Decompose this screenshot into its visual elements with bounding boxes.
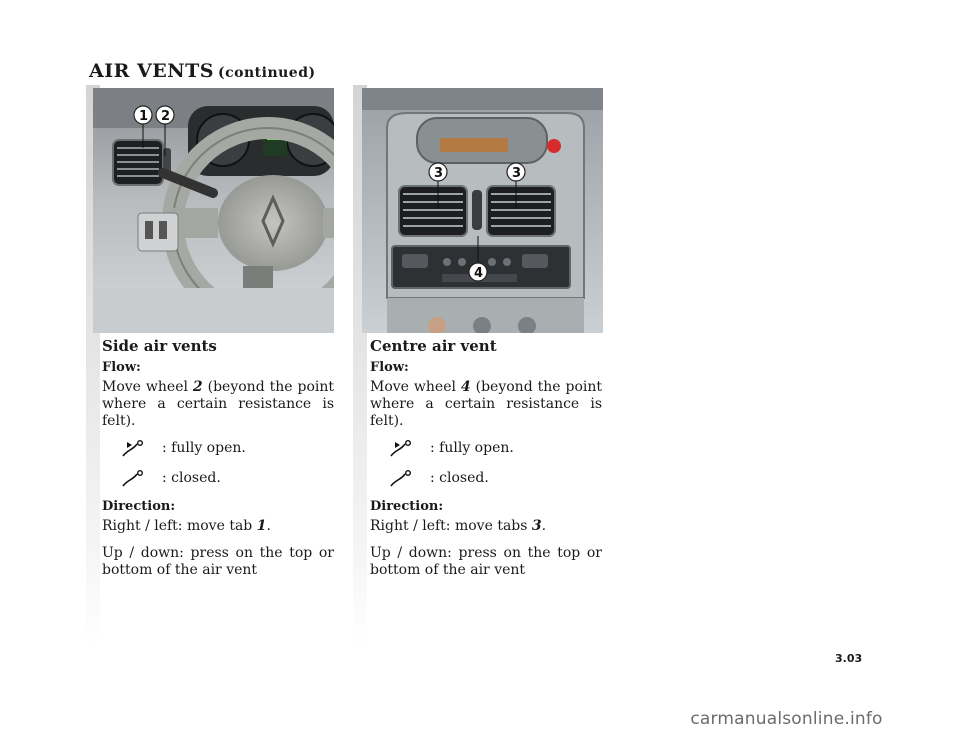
closed-text: : closed. (430, 469, 489, 486)
flow-instruction (370, 379, 602, 430)
callout-3-left (429, 163, 447, 181)
page-title-continued: (continued) (218, 65, 316, 81)
closed-text: : closed. (162, 469, 221, 486)
page-title (89, 60, 316, 82)
closed-legend (370, 464, 602, 492)
svg-text:3: 3 (434, 166, 444, 181)
rl-text-end: . (266, 518, 271, 534)
direction-ud: Up / down: press on the top or bottom of the air vent (370, 545, 602, 578)
direction-rl (102, 518, 334, 535)
closed-legend (102, 464, 334, 492)
watermark: carmanualsonline.info (690, 708, 883, 729)
callout-2 (156, 106, 174, 124)
rl-ref: 1 (256, 518, 267, 534)
side-air-vents-section (102, 336, 334, 589)
flow-ref: 4 (460, 379, 471, 395)
svg-text:3: 3 (512, 166, 522, 181)
open-legend (102, 434, 334, 462)
flow-instruction (102, 379, 334, 430)
rl-ref: 3 (531, 518, 542, 534)
svg-text:2: 2 (161, 109, 171, 124)
page-number: 3.03 (835, 652, 863, 665)
centre-vent-photo (362, 88, 603, 333)
flow-text: Move wheel (102, 379, 193, 395)
vent-closed-icon (370, 466, 430, 490)
callout-3-right (507, 163, 525, 181)
section-heading: Side air vents (102, 337, 217, 355)
open-legend (370, 434, 602, 462)
flow-label: Flow: (370, 360, 409, 375)
callout-1 (134, 106, 152, 124)
svg-text:4: 4 (474, 266, 484, 281)
flow-text-end: (beyond the point where a certain resistance is felt). (370, 379, 602, 429)
vent-open-icon (370, 436, 430, 460)
page-title-text: AIR VENTS (89, 60, 214, 82)
direction-label: Direction: (102, 499, 176, 514)
vent-open-icon (102, 436, 162, 460)
open-text: : fully open. (162, 439, 246, 456)
vent-closed-icon (102, 466, 162, 490)
direction-rl (370, 518, 602, 535)
centre-air-vent-section (370, 336, 602, 589)
rl-text: Right / left: move tabs (370, 518, 532, 534)
flow-text: Move wheel (370, 379, 461, 395)
direction-label: Direction: (370, 499, 444, 514)
callout-4 (469, 263, 487, 281)
section-heading: Centre air vent (370, 337, 497, 355)
open-text: : fully open. (430, 439, 514, 456)
flow-label: Flow: (102, 360, 141, 375)
flow-ref: 2 (192, 379, 203, 395)
side-vent-photo (93, 88, 334, 333)
rl-text-end: . (541, 518, 547, 534)
svg-text:1: 1 (139, 109, 149, 124)
rl-text: Right / left: move tab (102, 518, 257, 534)
flow-text-end: (beyond the point where a certain resistance is felt). (102, 379, 334, 429)
direction-ud: Up / down: press on the top or bottom of the air vent (102, 545, 334, 578)
